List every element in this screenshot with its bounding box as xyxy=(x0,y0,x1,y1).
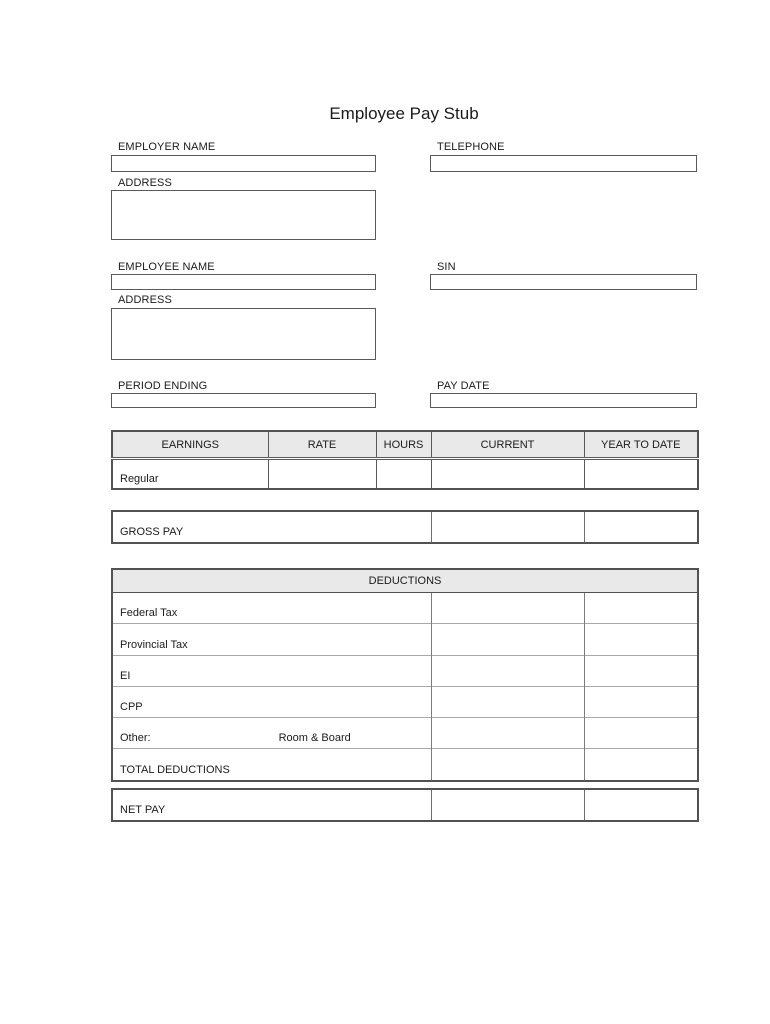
net-pay-label: NET PAY xyxy=(112,789,431,821)
table-row xyxy=(112,718,698,749)
net-pay-year-to-date-cell[interactable] xyxy=(584,789,698,821)
table-row xyxy=(112,789,698,821)
provincial-tax-year-to-date-cell[interactable] xyxy=(584,624,698,655)
regular-current-cell[interactable] xyxy=(431,459,584,490)
gross-pay-label: GROSS PAY xyxy=(112,511,431,543)
sin-label: SIN xyxy=(437,261,456,273)
telephone-input[interactable] xyxy=(430,155,697,172)
gross-pay-year-to-date-cell[interactable] xyxy=(584,511,698,543)
provincial-tax-current-cell[interactable] xyxy=(431,624,584,655)
regular-year-to-date-cell[interactable] xyxy=(584,459,698,490)
employee-name-input[interactable] xyxy=(111,274,376,290)
cpp-current-cell[interactable] xyxy=(431,686,584,717)
employer-name-label: EMPLOYER NAME xyxy=(118,141,216,153)
telephone-label: TELEPHONE xyxy=(437,141,505,153)
year-to-date-header: YEAR TO DATE xyxy=(584,431,698,459)
federal-tax-year-to-date-cell[interactable] xyxy=(584,593,698,624)
page-title: Employee Pay Stub xyxy=(329,104,479,123)
earnings-table xyxy=(111,430,699,490)
table-row xyxy=(112,749,698,781)
cpp-year-to-date-cell[interactable] xyxy=(584,686,698,717)
other-year-to-date-cell[interactable] xyxy=(584,718,698,749)
earnings-header-row xyxy=(112,431,698,459)
table-row xyxy=(112,593,698,624)
employee-address-label: ADDRESS xyxy=(118,294,172,306)
ei-label: EI xyxy=(112,655,431,686)
sin-input[interactable] xyxy=(430,274,697,290)
net-pay-table xyxy=(111,788,699,822)
table-row xyxy=(112,459,698,490)
period-ending-label: PERIOD ENDING xyxy=(118,380,208,392)
deductions-header: DEDUCTIONS xyxy=(112,569,698,593)
regular-rate-cell[interactable] xyxy=(268,459,376,490)
other-deduction-detail: Room & Board xyxy=(278,732,351,745)
current-header: CURRENT xyxy=(431,431,584,459)
employer-address-input[interactable] xyxy=(111,190,376,240)
earnings-header: EARNINGS xyxy=(112,431,268,459)
provincial-tax-label: Provincial Tax xyxy=(112,624,431,655)
ei-year-to-date-cell[interactable] xyxy=(584,655,698,686)
table-row xyxy=(112,624,698,655)
employee-name-label: EMPLOYEE NAME xyxy=(118,261,215,273)
cpp-label: CPP xyxy=(112,686,431,717)
rate-header: RATE xyxy=(268,431,376,459)
other-current-cell[interactable] xyxy=(431,718,584,749)
gross-pay-current-cell[interactable] xyxy=(431,511,584,543)
employer-name-input[interactable] xyxy=(111,155,376,172)
deductions-table xyxy=(111,568,699,782)
employee-address-input[interactable] xyxy=(111,308,376,360)
total-deductions-current-cell[interactable] xyxy=(431,749,584,781)
ei-current-cell[interactable] xyxy=(431,655,584,686)
pay-date-input[interactable] xyxy=(430,393,697,408)
period-ending-input[interactable] xyxy=(111,393,376,408)
total-deductions-label: TOTAL DEDUCTIONS xyxy=(112,749,431,781)
net-pay-current-cell[interactable] xyxy=(431,789,584,821)
regular-hours-cell[interactable] xyxy=(376,459,431,490)
federal-tax-label: Federal Tax xyxy=(112,593,431,624)
other-deduction-label: Other: Room & Board xyxy=(112,718,431,749)
earnings-type-cell: Regular xyxy=(112,459,268,490)
table-row xyxy=(112,511,698,543)
total-deductions-year-to-date-cell[interactable] xyxy=(584,749,698,781)
pay-date-label: PAY DATE xyxy=(437,380,490,392)
employer-address-label: ADDRESS xyxy=(118,177,172,189)
gross-pay-table xyxy=(111,510,699,544)
deductions-header-row xyxy=(112,569,698,593)
hours-header: HOURS xyxy=(376,431,431,459)
table-row xyxy=(112,686,698,717)
table-row xyxy=(112,655,698,686)
federal-tax-current-cell[interactable] xyxy=(431,593,584,624)
